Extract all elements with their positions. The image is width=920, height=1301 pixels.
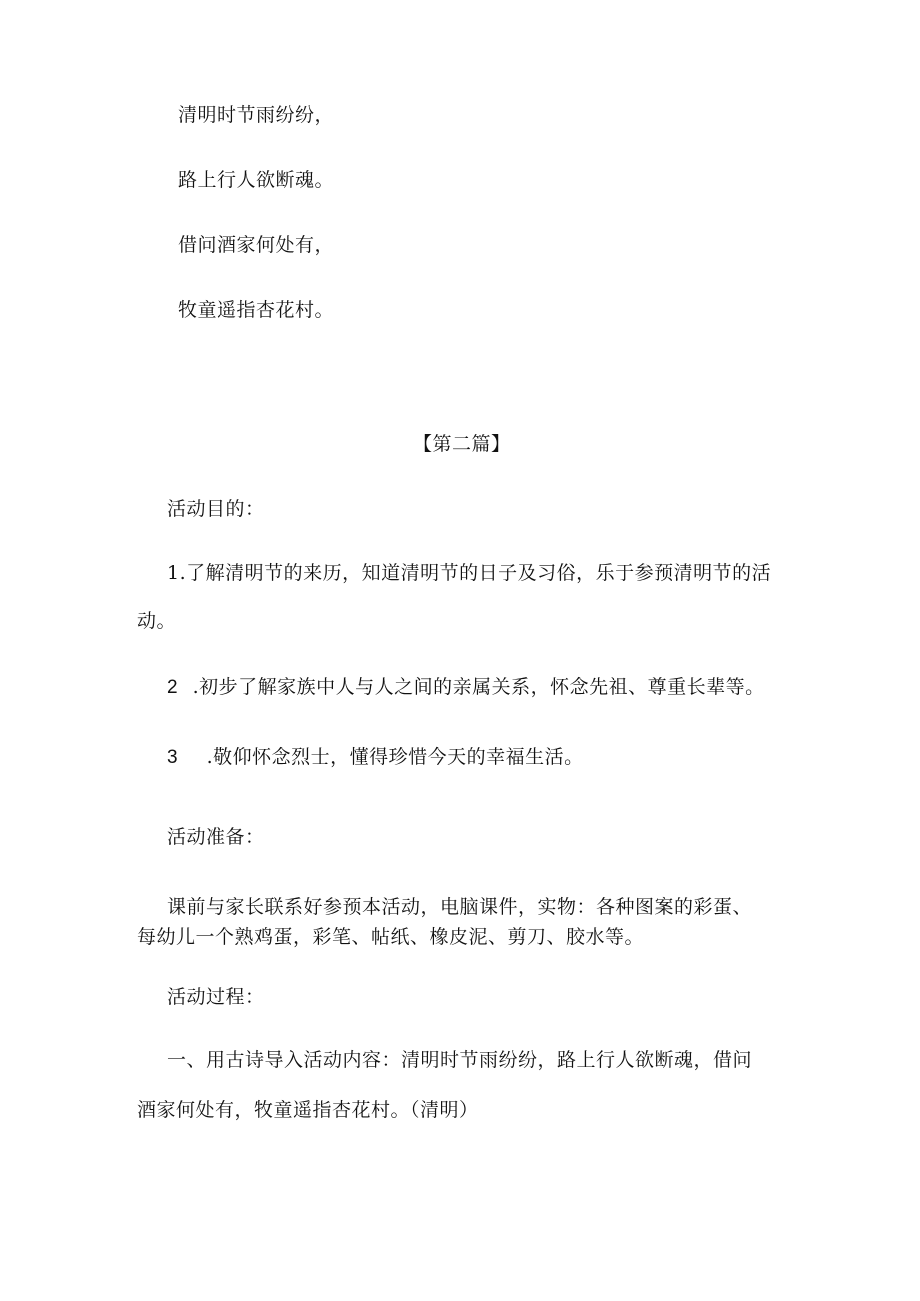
goal-item-3 bbox=[167, 745, 584, 770]
preparation-line-2: 每幼儿一个熟鸡蛋，彩笔、帖纸、橡皮泥、剪刀、胶水等。 bbox=[137, 926, 645, 948]
goal-item-2-text: .初步了解家族中人与人之间的亲属关系，怀念先祖、尊重长辈等。 bbox=[192, 676, 765, 698]
goal-item-3-text: .敬仰怀念烈士，懂得珍惜今天的幸福生活。 bbox=[206, 746, 584, 768]
poem-line-3: 借问酒家何处有， bbox=[178, 234, 335, 256]
goal-item-2 bbox=[167, 675, 765, 700]
process-step-1-line-2: 酒家何处有，牧童遥指杏花村。（清明） bbox=[137, 1099, 479, 1121]
goals-heading: 活动目的： bbox=[167, 498, 265, 520]
preparation-heading: 活动准备： bbox=[167, 826, 265, 848]
poem-line-1: 清明时节雨纷纷， bbox=[178, 104, 335, 126]
poem-line-2: 路上行人欲断魂。 bbox=[178, 169, 335, 191]
process-step-1-line-1: 一、用古诗导入活动内容：清明时节雨纷纷，路上行人欲断魂，借问 bbox=[167, 1049, 753, 1071]
goal-item-1-line-1: 1.了解清明节的来历，知道清明节的日子及习俗，乐于参预清明节的活 bbox=[167, 562, 772, 584]
poem-line-4: 牧童遥指杏花村。 bbox=[178, 299, 335, 321]
process-heading: 活动过程： bbox=[167, 986, 265, 1008]
section-title: 【第二篇】 bbox=[413, 433, 511, 455]
goal-item-2-number: 2 bbox=[167, 677, 179, 698]
preparation-line-1: 课前与家长联系好参预本活动，电脑课件，实物：各种图案的彩蛋、 bbox=[167, 896, 753, 918]
goal-item-1-line-2: 动。 bbox=[137, 610, 177, 632]
goal-item-3-number: 3 bbox=[167, 747, 179, 768]
